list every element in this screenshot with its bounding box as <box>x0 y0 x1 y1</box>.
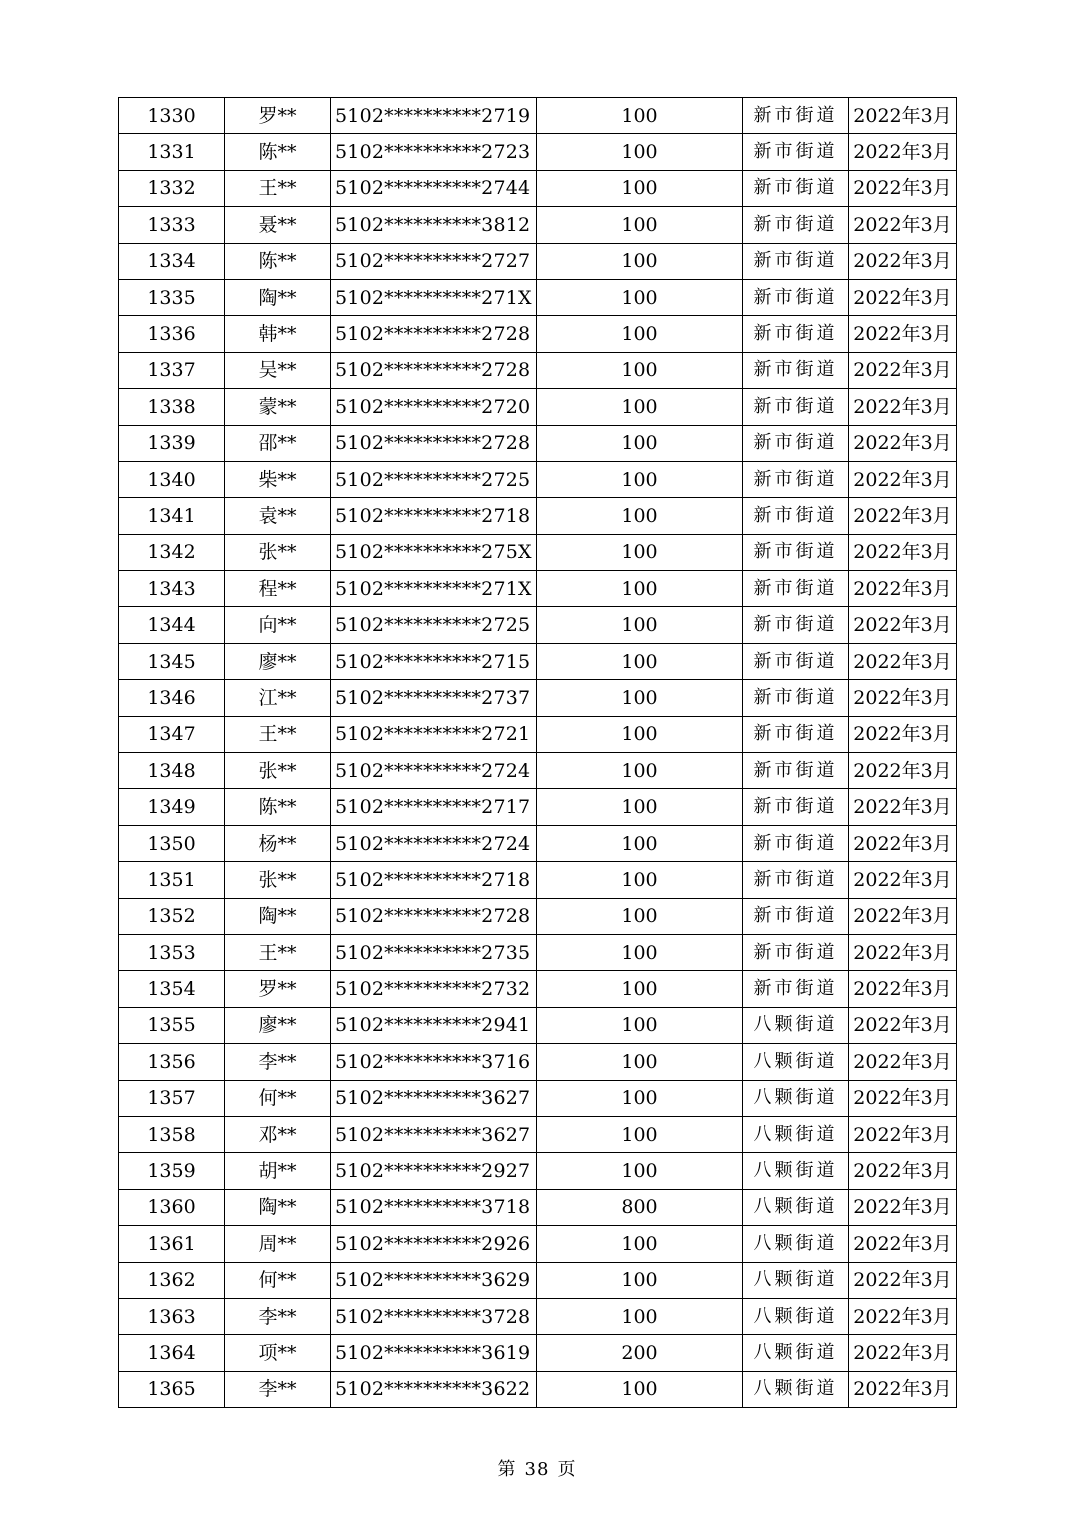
cell-name: 邵** <box>225 425 331 461</box>
table-row <box>119 498 957 534</box>
table-row <box>119 1335 957 1371</box>
cell-amount: 100 <box>537 898 743 934</box>
cell-id-number: 5102**********2927 <box>331 1153 537 1189</box>
cell-serial-number: 1335 <box>119 279 225 315</box>
cell-amount: 100 <box>537 1007 743 1043</box>
cell-id-number: 5102**********2718 <box>331 498 537 534</box>
cell-street: 八颗街道 <box>743 1044 849 1080</box>
cell-serial-number: 1336 <box>119 316 225 352</box>
cell-serial-number: 1344 <box>119 607 225 643</box>
table-row <box>119 862 957 898</box>
table-row <box>119 1189 957 1225</box>
cell-serial-number: 1350 <box>119 825 225 861</box>
table-row <box>119 170 957 206</box>
cell-date: 2022年3月 <box>849 243 957 279</box>
cell-amount: 100 <box>537 1262 743 1298</box>
table-row <box>119 1080 957 1116</box>
table-row <box>119 607 957 643</box>
cell-date: 2022年3月 <box>849 1044 957 1080</box>
cell-date: 2022年3月 <box>849 934 957 970</box>
cell-serial-number: 1356 <box>119 1044 225 1080</box>
cell-name: 胡** <box>225 1153 331 1189</box>
table-row <box>119 1262 957 1298</box>
cell-id-number: 5102**********2715 <box>331 643 537 679</box>
cell-street: 八颗街道 <box>743 1298 849 1334</box>
cell-name: 李** <box>225 1298 331 1334</box>
cell-date: 2022年3月 <box>849 425 957 461</box>
cell-amount: 100 <box>537 643 743 679</box>
cell-serial-number: 1361 <box>119 1226 225 1262</box>
cell-amount: 100 <box>537 134 743 170</box>
cell-date: 2022年3月 <box>849 789 957 825</box>
cell-name: 程** <box>225 571 331 607</box>
cell-street: 新市街道 <box>743 716 849 752</box>
cell-name: 罗** <box>225 971 331 1007</box>
cell-id-number: 5102**********3622 <box>331 1371 537 1407</box>
cell-name: 何** <box>225 1262 331 1298</box>
table-row <box>119 680 957 716</box>
cell-street: 新市街道 <box>743 207 849 243</box>
cell-date: 2022年3月 <box>849 389 957 425</box>
cell-name: 陶** <box>225 279 331 315</box>
cell-name: 陈** <box>225 134 331 170</box>
table-row <box>119 1371 957 1407</box>
cell-serial-number: 1364 <box>119 1335 225 1371</box>
cell-id-number: 5102**********2735 <box>331 934 537 970</box>
cell-serial-number: 1338 <box>119 389 225 425</box>
cell-date: 2022年3月 <box>849 1007 957 1043</box>
table-row <box>119 1116 957 1152</box>
table-row <box>119 534 957 570</box>
cell-street: 新市街道 <box>743 389 849 425</box>
cell-street: 八颗街道 <box>743 1153 849 1189</box>
cell-name: 吴** <box>225 352 331 388</box>
cell-street: 新市街道 <box>743 316 849 352</box>
table-row <box>119 352 957 388</box>
cell-date: 2022年3月 <box>849 753 957 789</box>
cell-serial-number: 1342 <box>119 534 225 570</box>
cell-serial-number: 1358 <box>119 1116 225 1152</box>
cell-amount: 100 <box>537 425 743 461</box>
cell-date: 2022年3月 <box>849 643 957 679</box>
cell-amount: 100 <box>537 170 743 206</box>
cell-name: 张** <box>225 753 331 789</box>
roster-table-container <box>118 97 956 1408</box>
cell-street: 八颗街道 <box>743 1007 849 1043</box>
cell-serial-number: 1340 <box>119 461 225 497</box>
cell-id-number: 5102**********3627 <box>331 1116 537 1152</box>
cell-street: 新市街道 <box>743 352 849 388</box>
cell-id-number: 5102**********3728 <box>331 1298 537 1334</box>
cell-amount: 100 <box>537 243 743 279</box>
cell-serial-number: 1355 <box>119 1007 225 1043</box>
cell-date: 2022年3月 <box>849 170 957 206</box>
cell-serial-number: 1363 <box>119 1298 225 1334</box>
cell-id-number: 5102**********2724 <box>331 825 537 861</box>
cell-street: 新市街道 <box>743 898 849 934</box>
cell-street: 新市街道 <box>743 98 849 134</box>
cell-date: 2022年3月 <box>849 971 957 1007</box>
cell-amount: 100 <box>537 498 743 534</box>
cell-serial-number: 1354 <box>119 971 225 1007</box>
cell-date: 2022年3月 <box>849 98 957 134</box>
cell-serial-number: 1337 <box>119 352 225 388</box>
cell-amount: 100 <box>537 352 743 388</box>
cell-id-number: 5102**********2744 <box>331 170 537 206</box>
cell-id-number: 5102**********2732 <box>331 971 537 1007</box>
roster-table <box>118 97 957 1408</box>
cell-amount: 800 <box>537 1189 743 1225</box>
cell-id-number: 5102**********3716 <box>331 1044 537 1080</box>
cell-date: 2022年3月 <box>849 898 957 934</box>
cell-name: 廖** <box>225 643 331 679</box>
cell-date: 2022年3月 <box>849 825 957 861</box>
cell-amount: 200 <box>537 1335 743 1371</box>
cell-amount: 100 <box>537 716 743 752</box>
cell-name: 项** <box>225 1335 331 1371</box>
cell-street: 新市街道 <box>743 862 849 898</box>
cell-street: 新市街道 <box>743 170 849 206</box>
cell-amount: 100 <box>537 825 743 861</box>
table-row <box>119 316 957 352</box>
table-row <box>119 389 957 425</box>
cell-street: 新市街道 <box>743 461 849 497</box>
cell-id-number: 5102**********2717 <box>331 789 537 825</box>
cell-date: 2022年3月 <box>849 1116 957 1152</box>
page-footer-prefix: 第 <box>497 1459 517 1480</box>
cell-street: 新市街道 <box>743 789 849 825</box>
cell-serial-number: 1333 <box>119 207 225 243</box>
cell-name: 聂** <box>225 207 331 243</box>
cell-amount: 100 <box>537 1298 743 1334</box>
cell-date: 2022年3月 <box>849 1080 957 1116</box>
cell-name: 王** <box>225 934 331 970</box>
table-row <box>119 898 957 934</box>
cell-id-number: 5102**********2737 <box>331 680 537 716</box>
cell-id-number: 5102**********271X <box>331 279 537 315</box>
cell-street: 八颗街道 <box>743 1189 849 1225</box>
cell-date: 2022年3月 <box>849 1226 957 1262</box>
table-row <box>119 1153 957 1189</box>
cell-street: 八颗街道 <box>743 1371 849 1407</box>
cell-serial-number: 1351 <box>119 862 225 898</box>
cell-date: 2022年3月 <box>849 607 957 643</box>
cell-name: 李** <box>225 1044 331 1080</box>
cell-name: 陶** <box>225 898 331 934</box>
cell-serial-number: 1339 <box>119 425 225 461</box>
cell-id-number: 5102**********275X <box>331 534 537 570</box>
table-row <box>119 643 957 679</box>
table-row <box>119 1044 957 1080</box>
cell-amount: 100 <box>537 934 743 970</box>
cell-id-number: 5102**********2728 <box>331 316 537 352</box>
cell-name: 张** <box>225 534 331 570</box>
cell-serial-number: 1345 <box>119 643 225 679</box>
cell-id-number: 5102**********3627 <box>331 1080 537 1116</box>
cell-date: 2022年3月 <box>849 534 957 570</box>
table-row <box>119 425 957 461</box>
cell-serial-number: 1347 <box>119 716 225 752</box>
table-row <box>119 753 957 789</box>
cell-serial-number: 1357 <box>119 1080 225 1116</box>
cell-date: 2022年3月 <box>849 1371 957 1407</box>
cell-name: 廖** <box>225 1007 331 1043</box>
cell-amount: 100 <box>537 1044 743 1080</box>
cell-date: 2022年3月 <box>849 1262 957 1298</box>
cell-serial-number: 1330 <box>119 98 225 134</box>
cell-name: 周** <box>225 1226 331 1262</box>
cell-id-number: 5102**********2721 <box>331 716 537 752</box>
table-row <box>119 971 957 1007</box>
cell-serial-number: 1332 <box>119 170 225 206</box>
cell-serial-number: 1360 <box>119 1189 225 1225</box>
cell-date: 2022年3月 <box>849 1335 957 1371</box>
table-row <box>119 1298 957 1334</box>
cell-amount: 100 <box>537 1371 743 1407</box>
cell-id-number: 5102**********2728 <box>331 352 537 388</box>
cell-amount: 100 <box>537 389 743 425</box>
cell-name: 蒙** <box>225 389 331 425</box>
cell-amount: 100 <box>537 1116 743 1152</box>
table-row <box>119 1007 957 1043</box>
cell-id-number: 5102**********3629 <box>331 1262 537 1298</box>
cell-amount: 100 <box>537 862 743 898</box>
cell-date: 2022年3月 <box>849 716 957 752</box>
cell-amount: 100 <box>537 607 743 643</box>
cell-amount: 100 <box>537 789 743 825</box>
cell-serial-number: 1353 <box>119 934 225 970</box>
cell-date: 2022年3月 <box>849 279 957 315</box>
table-row <box>119 243 957 279</box>
page-footer <box>0 1455 1074 1481</box>
cell-date: 2022年3月 <box>849 498 957 534</box>
cell-id-number: 5102**********2718 <box>331 862 537 898</box>
table-row <box>119 134 957 170</box>
cell-id-number: 5102**********2724 <box>331 753 537 789</box>
cell-name: 韩** <box>225 316 331 352</box>
cell-amount: 100 <box>537 461 743 497</box>
cell-name: 王** <box>225 716 331 752</box>
cell-name: 杨** <box>225 825 331 861</box>
roster-table-body <box>119 98 957 1408</box>
cell-street: 新市街道 <box>743 825 849 861</box>
cell-name: 陈** <box>225 243 331 279</box>
cell-name: 王** <box>225 170 331 206</box>
cell-street: 新市街道 <box>743 134 849 170</box>
table-row <box>119 461 957 497</box>
cell-serial-number: 1346 <box>119 680 225 716</box>
cell-date: 2022年3月 <box>849 1153 957 1189</box>
cell-street: 新市街道 <box>743 643 849 679</box>
cell-name: 李** <box>225 1371 331 1407</box>
cell-amount: 100 <box>537 971 743 1007</box>
cell-id-number: 5102**********2723 <box>331 134 537 170</box>
table-row <box>119 934 957 970</box>
cell-serial-number: 1348 <box>119 753 225 789</box>
cell-name: 袁** <box>225 498 331 534</box>
table-row <box>119 98 957 134</box>
cell-name: 陶** <box>225 1189 331 1225</box>
cell-date: 2022年3月 <box>849 1189 957 1225</box>
cell-date: 2022年3月 <box>849 461 957 497</box>
cell-street: 新市街道 <box>743 971 849 1007</box>
table-row <box>119 789 957 825</box>
cell-street: 新市街道 <box>743 425 849 461</box>
cell-street: 新市街道 <box>743 753 849 789</box>
cell-street: 新市街道 <box>743 498 849 534</box>
table-row <box>119 207 957 243</box>
cell-amount: 100 <box>537 753 743 789</box>
cell-street: 新市街道 <box>743 680 849 716</box>
cell-date: 2022年3月 <box>849 207 957 243</box>
table-row <box>119 279 957 315</box>
table-row <box>119 1226 957 1262</box>
cell-date: 2022年3月 <box>849 1298 957 1334</box>
cell-serial-number: 1343 <box>119 571 225 607</box>
cell-id-number: 5102**********3619 <box>331 1335 537 1371</box>
cell-id-number: 5102**********2725 <box>331 461 537 497</box>
cell-name: 柴** <box>225 461 331 497</box>
cell-amount: 100 <box>537 316 743 352</box>
cell-id-number: 5102**********2727 <box>331 243 537 279</box>
cell-street: 八颗街道 <box>743 1335 849 1371</box>
cell-id-number: 5102**********3718 <box>331 1189 537 1225</box>
cell-street: 新市街道 <box>743 571 849 607</box>
cell-date: 2022年3月 <box>849 680 957 716</box>
cell-serial-number: 1341 <box>119 498 225 534</box>
cell-street: 新市街道 <box>743 607 849 643</box>
cell-name: 张** <box>225 862 331 898</box>
cell-date: 2022年3月 <box>849 134 957 170</box>
cell-serial-number: 1349 <box>119 789 225 825</box>
cell-id-number: 5102**********2728 <box>331 898 537 934</box>
cell-date: 2022年3月 <box>849 571 957 607</box>
cell-street: 八颗街道 <box>743 1116 849 1152</box>
table-row <box>119 825 957 861</box>
cell-id-number: 5102**********2728 <box>331 425 537 461</box>
cell-amount: 100 <box>537 98 743 134</box>
cell-street: 新市街道 <box>743 243 849 279</box>
cell-serial-number: 1352 <box>119 898 225 934</box>
cell-serial-number: 1331 <box>119 134 225 170</box>
cell-amount: 100 <box>537 680 743 716</box>
cell-amount: 100 <box>537 1226 743 1262</box>
cell-serial-number: 1359 <box>119 1153 225 1189</box>
cell-street: 新市街道 <box>743 534 849 570</box>
cell-street: 八颗街道 <box>743 1080 849 1116</box>
cell-name: 罗** <box>225 98 331 134</box>
cell-id-number: 5102**********271X <box>331 571 537 607</box>
cell-id-number: 5102**********2725 <box>331 607 537 643</box>
cell-serial-number: 1334 <box>119 243 225 279</box>
page-footer-suffix: 页 <box>557 1459 577 1480</box>
cell-amount: 100 <box>537 1080 743 1116</box>
table-row <box>119 571 957 607</box>
cell-id-number: 5102**********2926 <box>331 1226 537 1262</box>
cell-amount: 100 <box>537 207 743 243</box>
cell-street: 新市街道 <box>743 934 849 970</box>
cell-serial-number: 1365 <box>119 1371 225 1407</box>
cell-street: 八颗街道 <box>743 1262 849 1298</box>
table-row <box>119 716 957 752</box>
cell-street: 八颗街道 <box>743 1226 849 1262</box>
cell-name: 向** <box>225 607 331 643</box>
cell-date: 2022年3月 <box>849 316 957 352</box>
cell-id-number: 5102**********2719 <box>331 98 537 134</box>
cell-street: 新市街道 <box>743 279 849 315</box>
cell-amount: 100 <box>537 279 743 315</box>
cell-amount: 100 <box>537 1153 743 1189</box>
page-number: 38 <box>524 1459 550 1480</box>
cell-date: 2022年3月 <box>849 862 957 898</box>
cell-serial-number: 1362 <box>119 1262 225 1298</box>
cell-amount: 100 <box>537 534 743 570</box>
cell-name: 邓** <box>225 1116 331 1152</box>
cell-id-number: 5102**********2941 <box>331 1007 537 1043</box>
cell-name: 江** <box>225 680 331 716</box>
cell-amount: 100 <box>537 571 743 607</box>
cell-date: 2022年3月 <box>849 352 957 388</box>
cell-name: 陈** <box>225 789 331 825</box>
cell-name: 何** <box>225 1080 331 1116</box>
cell-id-number: 5102**********2720 <box>331 389 537 425</box>
cell-id-number: 5102**********3812 <box>331 207 537 243</box>
